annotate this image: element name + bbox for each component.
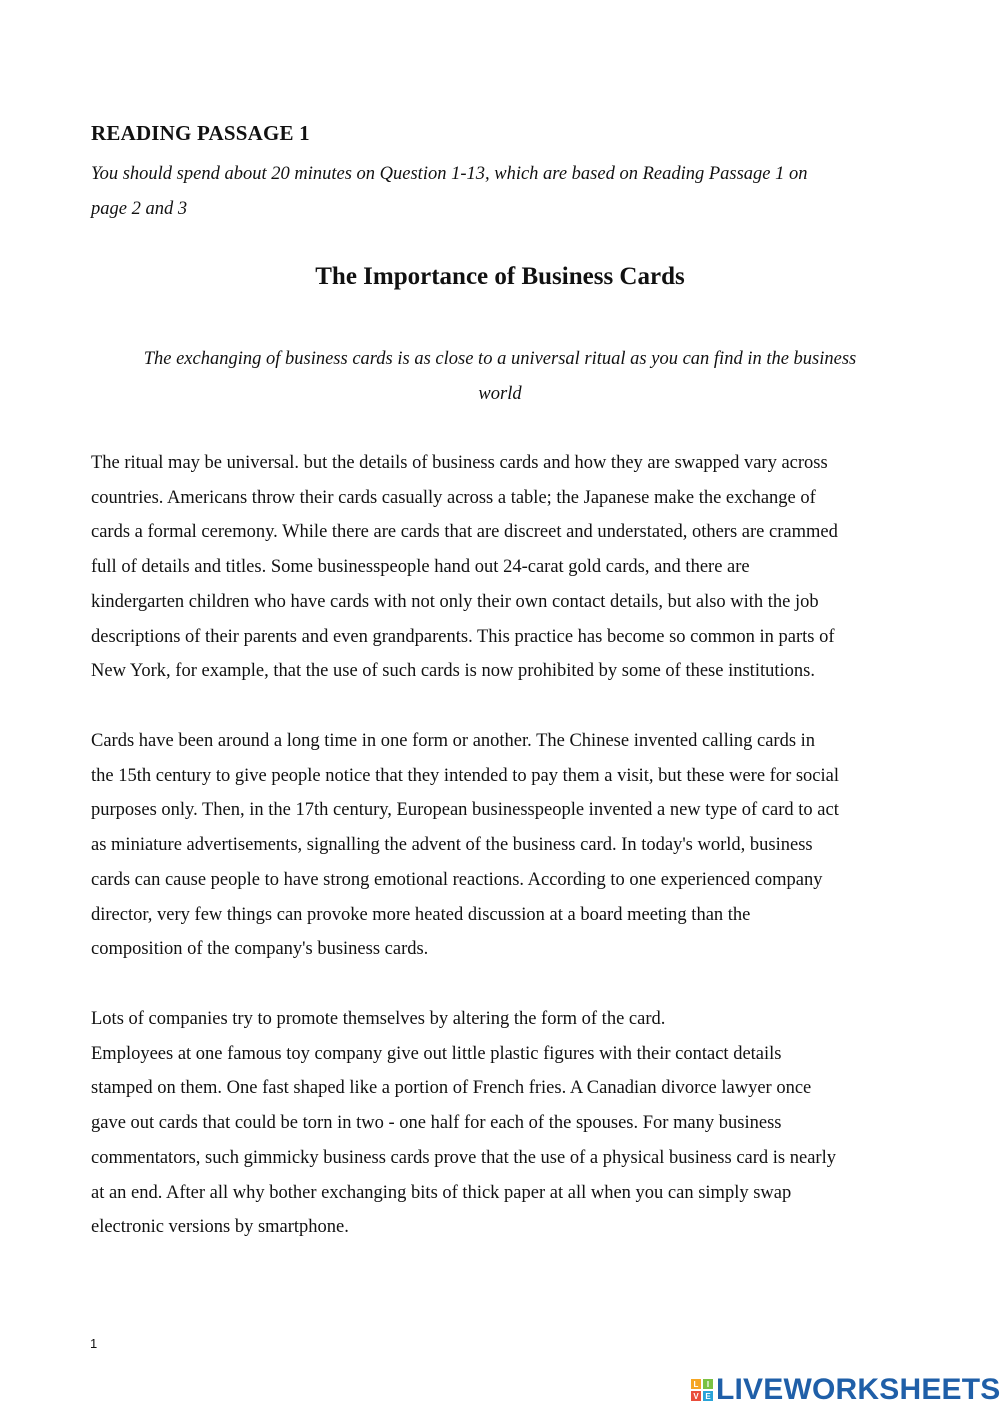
logo-letter: I — [706, 1380, 710, 1389]
paragraph-line: the 15th century to give people notice that they intended to pay them a visit, but these were for social — [91, 765, 840, 786]
logo-letter: L — [693, 1380, 699, 1389]
instructions — [91, 157, 911, 226]
paragraph-line: at an end. After all why bother exchanging bits of thick paper at all when you can simply swap — [91, 1182, 792, 1203]
paragraph-line: countries. Americans throw their cards casually across a table; the Japanese make the exchange of — [91, 487, 816, 508]
paragraph-1 — [91, 446, 916, 689]
subtitle-line: world — [478, 383, 522, 404]
paragraph-line: cards a formal ceremony. While there are cards that are discreet and understated, others are crammed — [91, 522, 838, 543]
paragraph-line: commentators, such gimmicky business cards prove that the use of a physical business card is nearly — [91, 1147, 836, 1168]
paragraph-line: full of details and titles. Some businesspeople hand out 24-carat gold cards, and there are — [91, 557, 750, 578]
logo-letter: E — [705, 1392, 711, 1401]
logo-letter: V — [693, 1392, 699, 1401]
page-number: 1 — [90, 1336, 98, 1351]
article-title: The Importance of Business Cards — [315, 263, 685, 290]
paragraph-line: The ritual may be universal. but the details of business cards and how they are swapped vary across — [91, 453, 828, 473]
brand-wordmark: LIVEWORKSHEETS — [716, 1373, 1000, 1406]
paragraph-3 — [91, 1002, 916, 1245]
paragraph-line: descriptions of their parents and even grandparents. This practice has become so common in parts of — [91, 626, 835, 647]
instructions-line: page 2 and 3 — [91, 198, 188, 219]
paragraph-line: director, very few things can provoke more heated discussion at a board meeting than the — [91, 904, 751, 925]
paragraph-line: kindergarten children who have cards with not only their own contact details, but also with the job — [91, 591, 819, 612]
paragraph-line: stamped on them. One fast shaped like a portion of French fries. A Canadian divorce lawyer once — [91, 1078, 812, 1099]
paragraph-line: Employees at one famous toy company give out little plastic figures with their contact details — [91, 1043, 782, 1064]
paragraph-2 — [91, 724, 916, 967]
liveworksheets-logo-icon — [690, 1376, 714, 1404]
paragraph-line: purposes only. Then, in the 17th century, European businesspeople invented a new type of card to act — [91, 800, 839, 821]
article-subtitle — [100, 342, 900, 411]
subtitle-line: The exchanging of business cards is as close to a universal ritual as you can find in the business — [143, 349, 857, 369]
paragraph-line: gave out cards that could be torn in two - one half for each of the spouses. For many business — [91, 1113, 782, 1134]
liveworksheets-brand — [690, 1372, 1000, 1408]
paragraph-line: Cards have been around a long time in one form or another. The Chinese invented calling cards in — [91, 731, 816, 751]
instructions-line: You should spend about 20 minutes on Question 1-13, which are based on Reading Passage 1 on — [91, 164, 808, 184]
paragraph-line: as miniature advertisements, signalling the advent of the business card. In today's world, business — [91, 835, 813, 856]
paragraph-line: New York, for example, that the use of such cards is now prohibited by some of these institutions. — [91, 661, 815, 682]
paragraph-line: cards can cause people to have strong emotional reactions. According to one experienced company — [91, 869, 823, 890]
paragraph-line: composition of the company's business cards. — [91, 939, 429, 960]
section-heading: READING PASSAGE 1 — [91, 121, 310, 145]
paragraph-line: electronic versions by smartphone. — [91, 1217, 349, 1238]
paragraph-line: Lots of companies try to promote themselves by altering the form of the card. — [91, 1009, 666, 1029]
